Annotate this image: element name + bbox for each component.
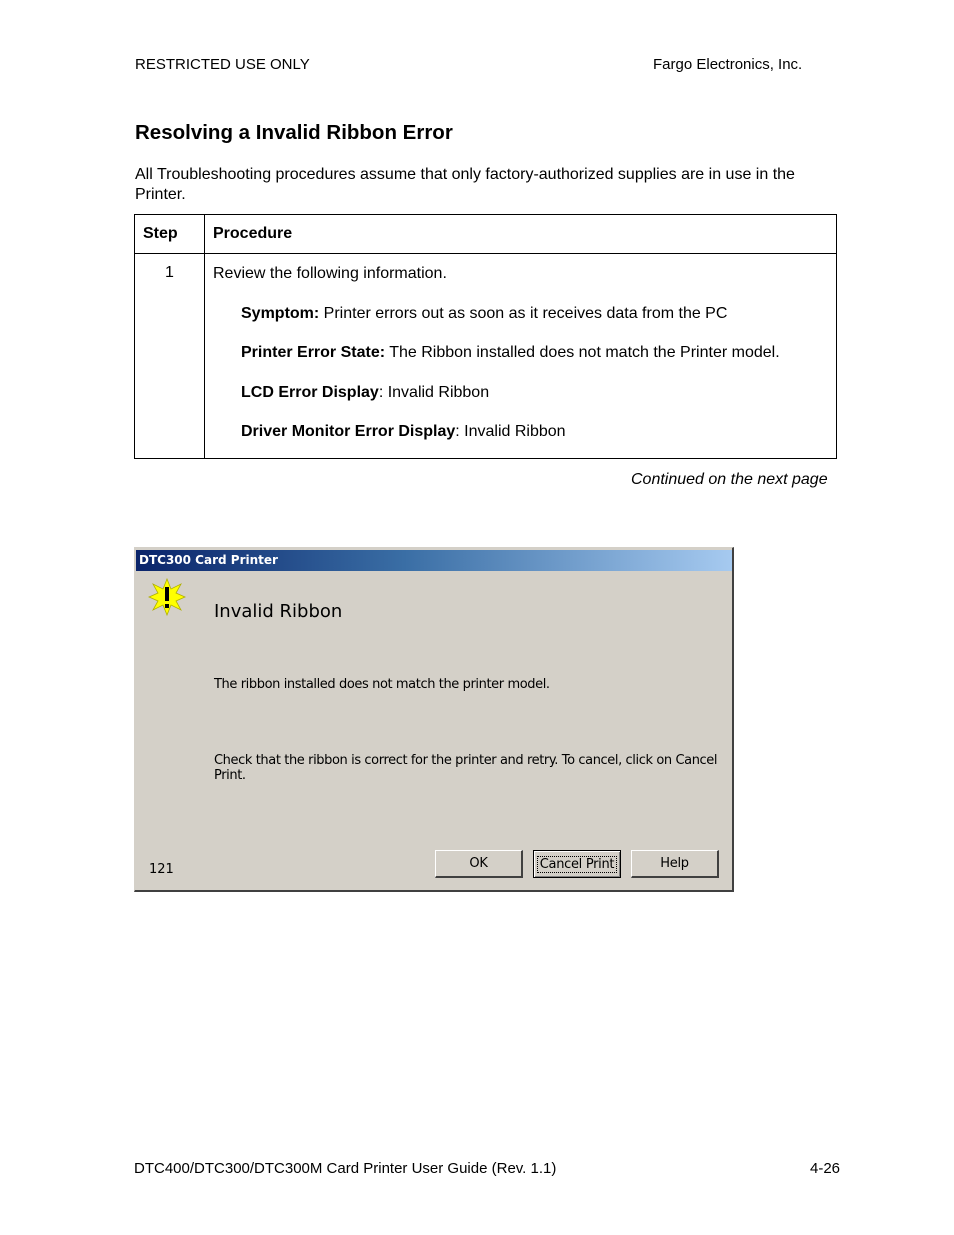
help-button[interactable] <box>631 850 719 878</box>
cancel-print-label: Cancel Print <box>539 856 615 872</box>
table-row <box>135 254 837 459</box>
ok-button-label: OK <box>469 856 488 871</box>
procedure-cell <box>205 254 837 459</box>
cancel-print-button[interactable] <box>533 850 621 878</box>
detail-value: Printer errors out as soon as it receives data from the PC <box>319 304 728 322</box>
warning-icon <box>148 578 186 616</box>
step-number: 1 <box>135 254 205 459</box>
driver-monitor-line <box>241 422 828 441</box>
footer-page-number: 4-26 <box>810 1160 841 1177</box>
dialog-message-secondary: Check that the ribbon is correct for the printer and retry. To cancel, click on Cancel Print. <box>214 753 718 783</box>
dialog-title: DTC300 Card Printer <box>139 553 278 567</box>
detail-label: Driver Monitor Error Display <box>241 423 456 440</box>
symptom-line <box>241 304 828 323</box>
table-header-row <box>135 215 837 254</box>
detail-value: : Invalid Ribbon <box>455 423 566 440</box>
footer-guide-title: DTC400/DTC300/DTC300M Card Printer User Guide (Rev. 1.1) <box>134 1160 557 1177</box>
procedure-table <box>134 214 837 459</box>
procedure-header: Procedure <box>205 215 837 254</box>
header-restricted: RESTRICTED USE ONLY <box>135 56 310 73</box>
intro-paragraph: All Troubleshooting procedures assume that only factory-authorized supplies are in use in the Printer. <box>135 166 795 203</box>
detail-label: Printer Error State: <box>241 344 386 361</box>
dialog-heading: Invalid Ribbon <box>214 601 343 622</box>
dialog-message-primary: The ribbon installed does not match the printer model. <box>214 677 550 692</box>
header-company: Fargo Electronics, Inc. <box>653 56 803 73</box>
continued-note: Continued on the next page <box>631 471 828 488</box>
ok-button[interactable] <box>435 850 523 878</box>
step-header: Step <box>135 215 205 254</box>
help-button-label: Help <box>660 856 689 871</box>
error-state-line <box>241 343 828 362</box>
procedure-text: Review the following information. <box>213 265 447 282</box>
error-dialog <box>134 547 734 892</box>
detail-label: Symptom: <box>241 304 320 322</box>
dialog-titlebar[interactable] <box>136 550 732 571</box>
detail-value: : Invalid Ribbon <box>378 383 490 401</box>
detail-label: LCD Error Display <box>241 383 379 401</box>
error-code: 121 <box>149 862 174 877</box>
detail-value: The Ribbon installed does not match the Printer model. <box>385 344 780 361</box>
lcd-display-line <box>241 383 828 402</box>
section-title: Resolving a Invalid Ribbon Error <box>135 121 453 144</box>
